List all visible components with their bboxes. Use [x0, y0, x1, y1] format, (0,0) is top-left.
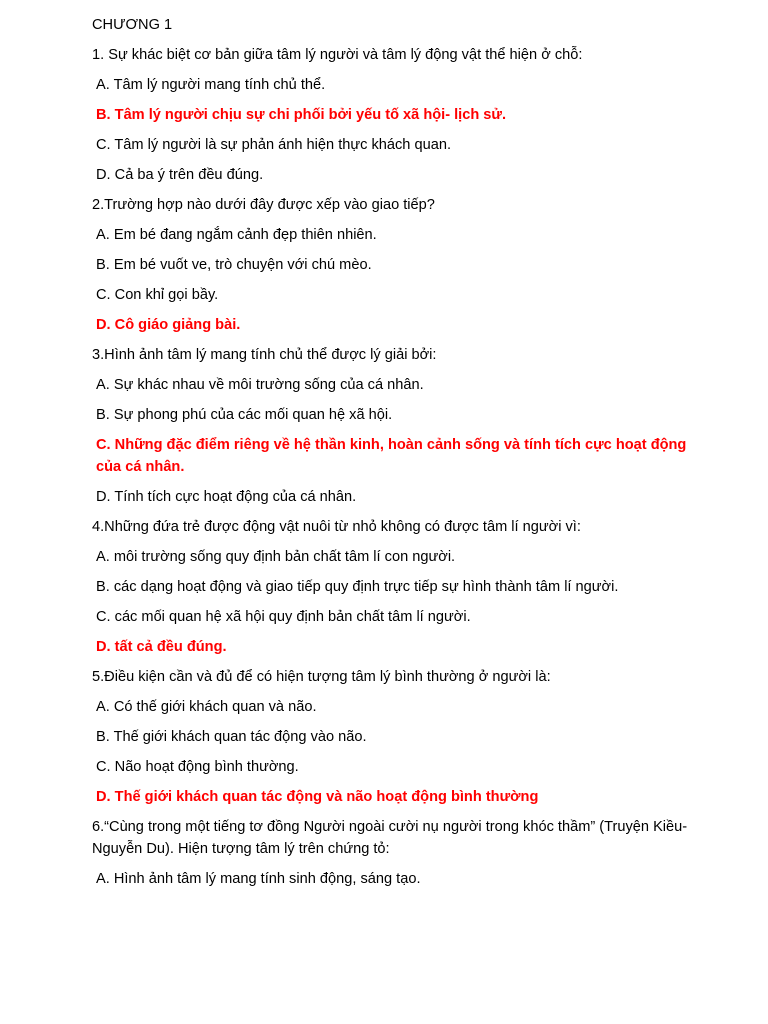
- question-block-3: [92, 344, 692, 508]
- question-block-6: [92, 816, 692, 890]
- answer-option: A. Tâm lý người mang tính chủ thể.: [96, 77, 326, 93]
- chapter-title: CHƯƠNG 1: [92, 17, 173, 33]
- answer-option: C. Con khỉ gọi bầy.: [96, 287, 219, 303]
- answer-option: A. Có thế giới khách quan và não.: [96, 699, 317, 715]
- answer-option: B. các dạng hoạt động và giao tiếp quy định trực tiếp sự hình thành tâm lí người.: [96, 579, 619, 595]
- answer-option: D. Tính tích cực hoạt động của cá nhân.: [96, 489, 357, 505]
- answer-option: D. Cả ba ý trên đều đúng.: [96, 167, 264, 183]
- answer-option: A. Hình ảnh tâm lý mang tính sinh động, sáng tạo.: [96, 871, 421, 887]
- question-block-5: [92, 666, 692, 808]
- answer-option: A. Sự khác nhau về môi trường sống của cá nhân.: [96, 377, 424, 393]
- question-text: 6.“Cùng trong một tiếng tơ đồng Người ngoài cười nụ người trong khóc thầm” (Truyện Kiều- Nguyễn Du). Hiện tượng tâm lý trên chứng tỏ:: [92, 819, 688, 857]
- answer-option: B. Thế giới khách quan tác động vào não.: [96, 729, 367, 745]
- question-text: 1. Sự khác biệt cơ bản giữa tâm lý người và tâm lý động vật thể hiện ở chỗ:: [92, 47, 583, 63]
- question-block-1: [92, 44, 692, 186]
- question-text: 2.Trường hợp nào dưới đây được xếp vào giao tiếp?: [92, 197, 435, 213]
- question-block-2: [92, 194, 692, 336]
- question-block-4: [92, 516, 692, 658]
- question-text: 3.Hình ảnh tâm lý mang tính chủ thể được lý giải bởi:: [92, 347, 437, 363]
- answer-option: B. Em bé vuốt ve, trò chuyện với chú mèo.: [96, 257, 372, 273]
- answer-option: B. Sự phong phú của các mối quan hệ xã hội.: [96, 407, 393, 423]
- answer-option: C. Não hoạt động bình thường.: [96, 759, 299, 775]
- correct-answer-option: D. Thế giới khách quan tác động và não hoạt động bình thường: [96, 789, 539, 805]
- answer-option: C. các mối quan hệ xã hội quy định bản chất tâm lí người.: [96, 609, 471, 625]
- question-text: 4.Những đứa trẻ được động vật nuôi từ nhỏ không có được tâm lí người vì:: [92, 519, 581, 535]
- correct-answer-option: D. Cô giáo giảng bài.: [96, 317, 241, 333]
- correct-answer-option: D. tất cả đều đúng.: [96, 639, 227, 655]
- answer-option: C. Tâm lý người là sự phản ánh hiện thực khách quan.: [96, 137, 452, 153]
- document-page: [92, 14, 692, 898]
- answer-option: A. môi trường sống quy định bản chất tâm lí con người.: [96, 549, 456, 565]
- correct-answer-option: C. Những đặc điểm riêng về hệ thần kinh, hoàn cảnh sống và tính tích cực hoạt động của cá nhân.: [96, 437, 687, 475]
- answer-option: A. Em bé đang ngắm cảnh đẹp thiên nhiên.: [96, 227, 377, 243]
- question-text: 5.Điều kiện cần và đủ để có hiện tượng tâm lý bình thường ở người là:: [92, 669, 551, 685]
- correct-answer-option: B. Tâm lý người chịu sự chi phối bởi yếu tố xã hội- lịch sử.: [96, 107, 507, 123]
